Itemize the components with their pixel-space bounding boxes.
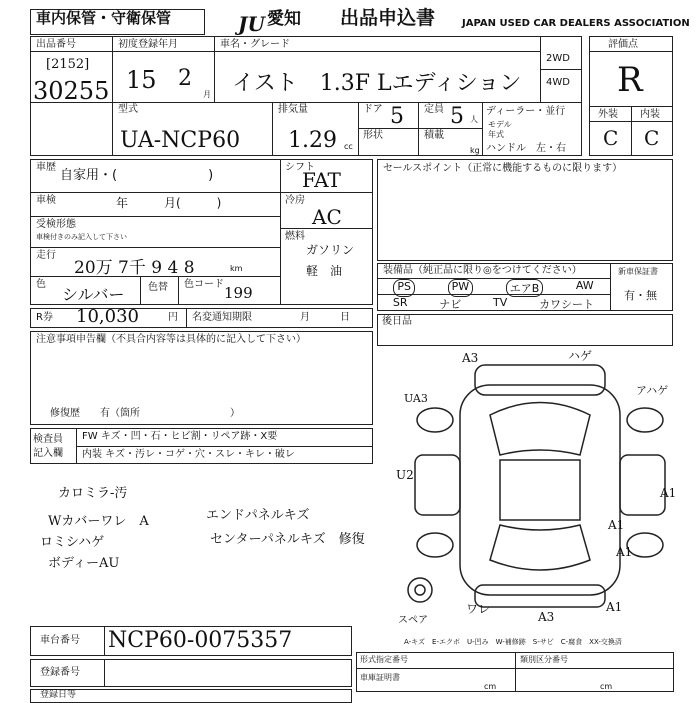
equipment-label: 装備品（純正品に限り◎をつけてください） [383,265,582,276]
ticket-unit: 円 [168,312,178,323]
sales-point-box [377,159,673,261]
color-change-label: 色替 [148,282,168,293]
class-number-label: 類別区分番号 [520,655,568,664]
association-name: JAPAN USED CAR DEALERS ASSOCIATION [462,18,690,29]
shape-label: 形状 [363,130,383,141]
load-label: 積載 [424,130,444,141]
color-value: シルバー [62,285,125,304]
hw-note-5: エンドパネルキズ [206,508,310,523]
fuel-gas: ガソリン [306,243,355,257]
lot-subnumber: [2152] [46,57,90,72]
drive-2wd: 2WD [546,53,570,64]
shift-label: シフト [285,162,315,173]
grade-value: R [617,60,643,100]
mileage-unit: km [230,264,243,273]
ju-logo: JU [238,12,265,36]
later-input-box [377,314,673,346]
fuel-label: 燃料 [285,231,305,242]
displacement-label: 排気量 [278,104,308,115]
car-name-value: イスト 1.3F Lエディション [232,71,522,96]
displacement-unit: cc [344,142,353,151]
mark-a1-lower-right: A1 [616,545,633,559]
capacity-value: 5 [450,104,464,129]
reg-date-label: 登録日等 [40,690,77,700]
displacement-value: 1.29 [288,128,337,153]
equipment-row-1 [377,279,610,297]
first-reg-label: 初度登録年月 [118,39,178,50]
hw-note-2: Wカバーワレ A [48,514,149,529]
shift-value: FAT [302,168,341,192]
notice-label: 名変通知期限 [192,312,252,323]
mark-a1-bottom: A1 [606,600,623,614]
inspector-row-1: FW キズ・凹・石・ヒビ割・リペア跡・X要 [82,431,278,442]
color-label: 色 [36,279,46,290]
equip-pw[interactable]: PW [448,279,474,297]
repair-history: 修復歴 有（箇所 ） [50,408,240,419]
equip-aw[interactable]: AW [575,279,594,292]
interior-label: 内装 [640,109,660,120]
model-label: 型式 [118,104,138,115]
equip-airbag[interactable]: エアB [506,279,544,297]
region-label: 愛知 [267,9,301,29]
model-year-label: モデル 年式 [488,120,512,139]
form-title: 出品申込書 [340,7,436,29]
doors-label: ドア [363,104,383,115]
ticket-value: 10,030 [76,306,139,327]
garage-cert-label: 車庫証明書 [360,673,400,682]
hw-note-1: カロミラ-汚 [58,486,128,501]
color-code: 199 [224,284,253,302]
car-diagram [405,345,675,625]
mark-ware: ワレ [466,602,491,616]
mileage-value: 20万 7千 9 4 8 [74,258,195,278]
capacity-unit: 人 [470,115,478,124]
ac-label: 冷房 [285,195,305,206]
mark-u2: U2 [396,468,414,482]
mark-ahage: アハゲ [636,384,669,397]
exterior-label: 外装 [598,109,618,120]
new-car-warranty-label: 新車保証書 [618,267,658,276]
notes-label: 注意事項申告欄（不具合内容等は具体的に記入して下さい） [36,334,306,345]
reg-number-label: 登録番号 [40,667,80,678]
inspection-label: 車検 [36,195,56,206]
inspector-row-2: 内装 キズ・汚レ・コゲ・穴・スレ・キレ・破レ [82,449,295,460]
mark-ua3: UA3 [404,392,428,405]
lot-number: 30255 [33,77,110,105]
ticket-label: R券 [36,312,53,323]
color-code-label: 色コード [184,279,224,290]
drive-4wd: 4WD [546,77,570,88]
unit-cm-2: cm [600,682,613,691]
equip-sr[interactable]: SR [392,296,408,309]
handle-label: ハンドル 左・右 [486,143,566,154]
sales-point-label: セールスポイント（正常に機能するものに限ります） [383,163,623,174]
model-value: UA-NCP60 [120,128,241,153]
car-name-label: 車名・グレード [220,39,290,50]
storage-label: 車内保管・守衛保管 [36,9,172,27]
new-car-warranty-value: 有・無 [624,289,657,302]
fuel-diesel: 軽 油 [306,264,343,278]
interior-grade: C [644,126,660,150]
chassis-value: NCP60-0075357 [108,628,293,653]
equip-tv[interactable]: TV [493,296,508,309]
ac-value: AC [312,205,342,229]
history-label: 車歴 [36,162,56,173]
dealer-label: ディーラー・並行 [486,106,566,117]
hw-note-3: ロミシハゲ [40,535,105,550]
grade-label: 評価点 [608,39,638,50]
inspector-label: 検査員 記入欄 [33,434,63,459]
history-value: 自家用・( ) [60,168,214,183]
mark-a3-bottom: A3 [538,610,555,624]
reg-date-box [30,689,352,703]
recycle-note: 車検付きのみ記入して下さい [36,233,127,241]
equip-navi[interactable]: ナビ [439,298,462,311]
hw-note-6: センターパネルキズ 修復 [210,532,365,547]
lot-label: 出品番号 [36,39,76,50]
inspection-value: 年 月( ) [116,196,222,210]
mileage-label: 走行 [36,250,56,261]
notice-value: 月 日 [300,312,350,323]
reg-month-unit: 月 [203,90,211,99]
equip-leather-seat[interactable]: カワシート [539,298,595,311]
exterior-grade: C [603,126,619,150]
mark-a1-right-lower: A1 [608,518,625,532]
shape-designation-label: 形式指定番号 [360,655,408,664]
later-input-label: 後日品 [382,316,412,327]
unit-cm-1: cm [484,682,497,691]
mark-hage-top: ハゲ [568,349,593,363]
equipment-row-2 [377,296,610,312]
recycle-label: 受検形態 [36,219,76,230]
reg-month: 2 [178,66,192,91]
mark-a1-right: A1 [660,486,677,500]
hw-note-4: ボディーAU [48,556,120,571]
load-unit: kg [470,146,480,155]
equip-ps[interactable]: PS [393,279,415,297]
damage-legend: A-キズ E-エクボ U-凹み W-補修跡 S-サビ C-腐食 XX-交換済 [404,638,622,646]
mark-a3-top: A3 [462,351,479,365]
mark-spare: スペア [398,615,428,626]
doors-value: 5 [390,104,404,129]
capacity-label: 定員 [424,104,444,115]
reg-year: 15 [126,66,157,94]
chassis-label: 車台番号 [40,635,80,646]
